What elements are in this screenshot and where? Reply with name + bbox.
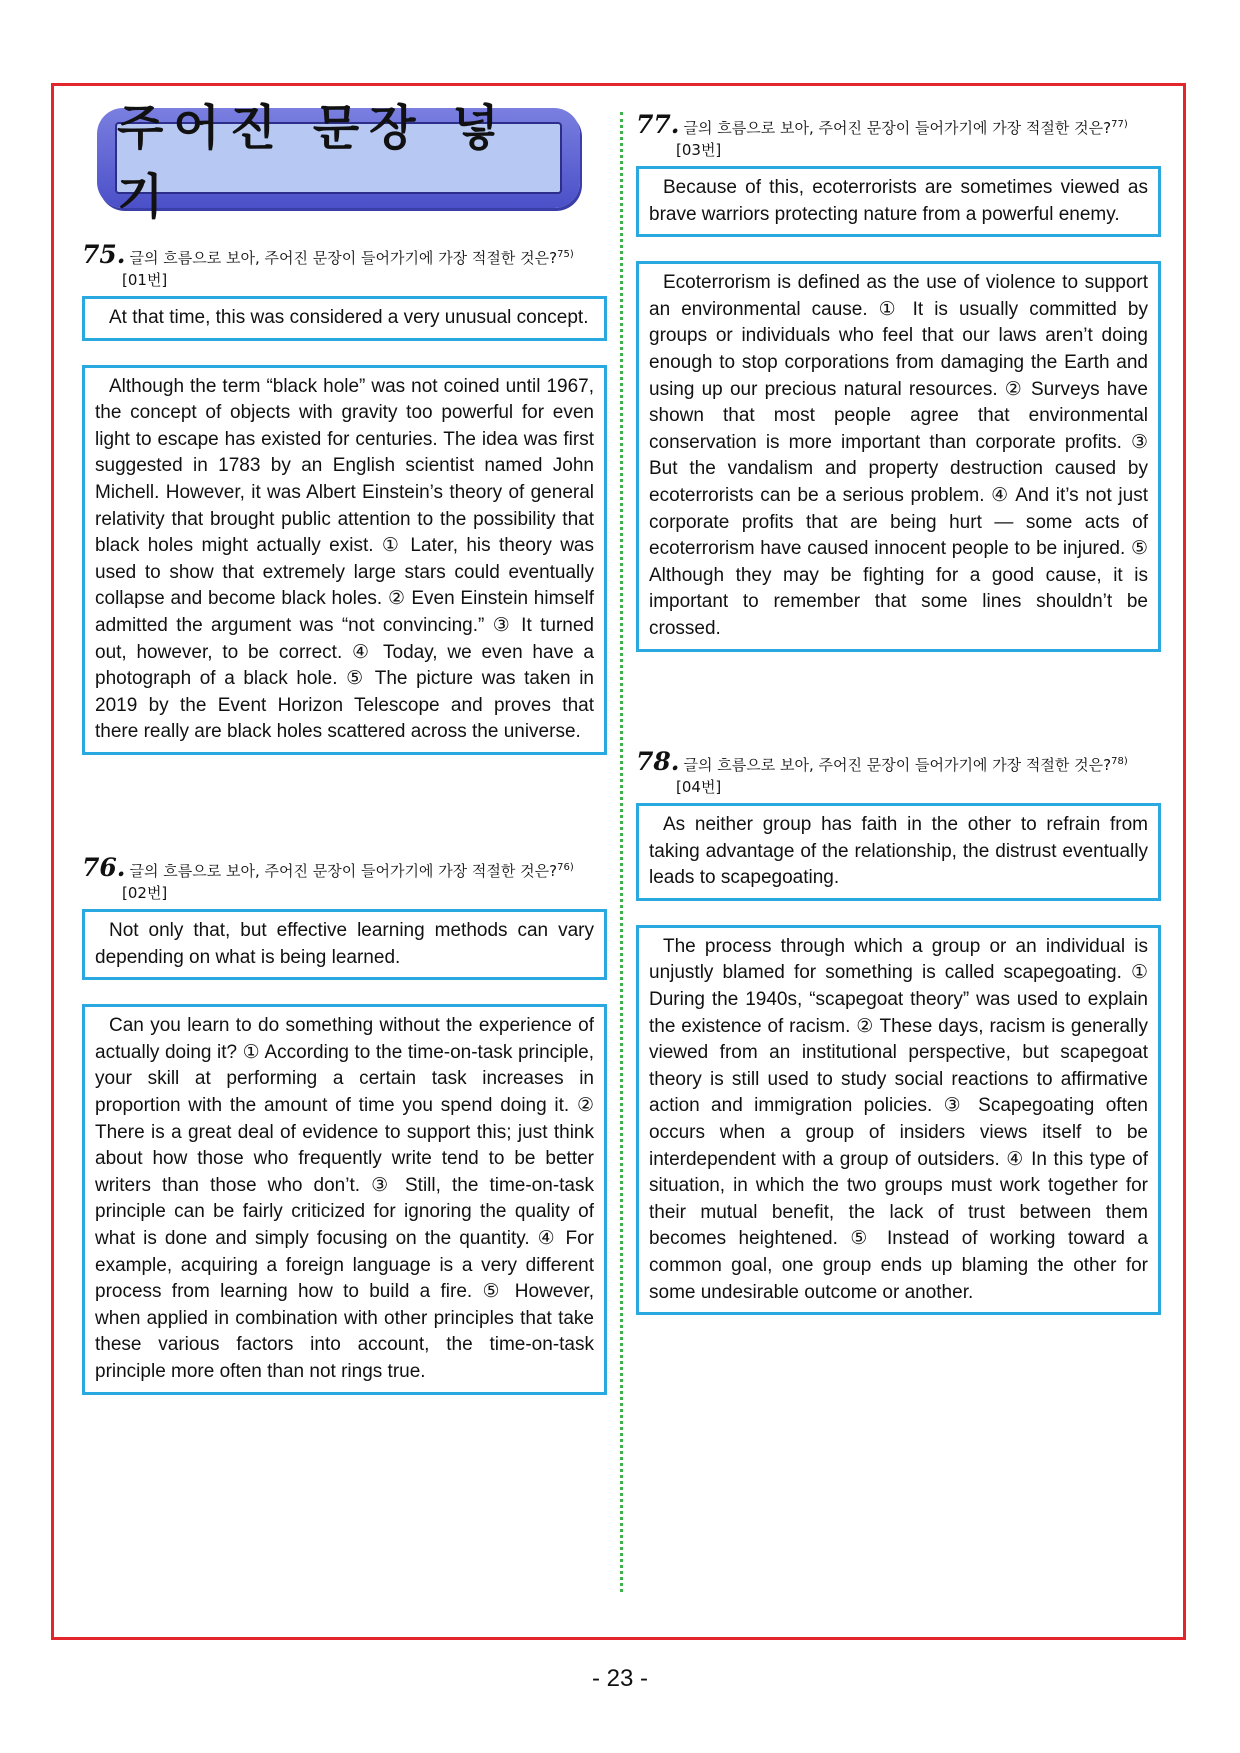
question-prompt: 글의 흐름으로 보아, 주어진 문장이 들어가기에 가장 적절한 것은? [129,862,558,880]
given-sentence-box: At that time, this was considered a very unusual concept. [82,296,607,341]
question-number: 78. [636,747,680,776]
question-footnote: 78) [1111,756,1128,767]
question-code: [02번] [122,884,168,902]
question-code: [04번] [676,778,722,796]
page-title: 주어진 문장 넣기 [117,100,509,225]
question-header [82,240,607,290]
question-footnote: 75) [557,249,574,260]
question-footnote: 76) [557,862,574,873]
question-76 [82,853,607,1395]
question-code: [01번] [122,271,168,289]
question-77 [636,110,1161,652]
question-header [636,110,1161,160]
question-prompt: 글의 흐름으로 보아, 주어진 문장이 들어가기에 가장 적절한 것은? [683,119,1112,137]
question-header [636,747,1161,797]
question-number: 76. [82,853,126,882]
passage-box: Ecoterrorism is defined as the use of violence to support an environmental cause. ① It is usually committed by groups or individuals who feel that our laws aren’t doing enough to stop corporations from damaging the Earth and using up our precious natural resources. ② Surveys have shown that most people agree that environmental conservation is more important than corporate profits. ③ But the vandalism and property destruction caused by ecoterrorists can be a serious problem. ④ And it’s not just corporate profits that are being hurt — some acts of ecoterrorism have caused innocent people to be injured. ⑤ Although they may be fighting for a good cause, it is important to remember that some lines shouldn’t be crossed. [636,261,1161,651]
question-prompt: 글의 흐름으로 보아, 주어진 문장이 들어가기에 가장 적절한 것은? [683,756,1112,774]
given-sentence-box: Not only that, but effective learning methods can vary depending on what is being learned. [82,909,607,980]
question-footnote: 77) [1111,119,1128,130]
question-number: 75. [82,240,126,269]
question-number: 77. [636,110,680,139]
given-sentence-box: As neither group has faith in the other to refrain from taking advantage of the relationship, the distrust eventually leads to scapegoating. [636,803,1161,901]
column-divider [620,112,623,1592]
title-banner-inner [115,100,562,225]
given-sentence-box: Because of this, ecoterrorists are sometimes viewed as brave warriors protecting nature from a powerful enemy. [636,166,1161,237]
question-75 [82,240,607,755]
passage-box: Although the term “black hole” was not coined until 1967, the concept of objects with gravity too powerful for even light to escape has existed for centuries. The idea was first suggested in 1783 by an English scientist named John Michell. However, it was Albert Einstein’s theory of general relativity that brought public attention to the possibility that black holes might actually exist. ① Later, his theory was used to show that extremely large stars could eventually collapse and become black holes. ② Even Einstein himself admitted the argument was “not convincing.” ③ It turned out, however, to be correct. ④ Today, we even have a photograph of a black hole. ⑤ The picture was taken in 2019 by the Event Horizon Telescope and proves that there really are black holes scattered across the universe. [82,365,607,755]
question-78 [636,747,1161,1315]
title-banner [97,100,580,225]
passage-box: The process through which a group or an individual is unjustly blamed for something is called scapegoating. ① During the 1940s, “scapegoat theory” was used to explain the existence of racism. ② These days, racism is generally viewed from an institutional perspective, but scapegoat theory is still used to study social reactions to affirmative action and immigration policies. ③ Scapegoating often occurs when a group of insiders views itself to be interdependent with a group of outsiders. ④ In this type of situation, in which the two groups must work together for their mutual benefit, the lack of trust between them becomes heightened. ⑤ Instead of working toward a common goal, one group ends up blaming the other for some undesirable outcome or another. [636,925,1161,1315]
question-code: [03번] [676,141,722,159]
page-number: - 23 - [591,1665,648,1692]
question-prompt: 글의 흐름으로 보아, 주어진 문장이 들어가기에 가장 적절한 것은? [129,249,558,267]
passage-box: Can you learn to do something without the experience of actually doing it? ① According to the time-on-task principle, your skill at performing a certain task increases in proportion with the amount of time you spend doing it. ② There is a great deal of evidence to support this; just think about how those who frequently write tend to be better writers than those who don’t. ③ Still, the time-on-task principle can be fairly criticized for ignoring the quality of what is done and simply focusing on the quantity. ④ For example, acquiring a foreign language is a very different process from learning how to build a fire. ⑤ However, when applied in combination with other principles that take these various factors into account, the time-on-task principle more often than not rings true. [82,1004,607,1394]
question-header [82,853,607,903]
